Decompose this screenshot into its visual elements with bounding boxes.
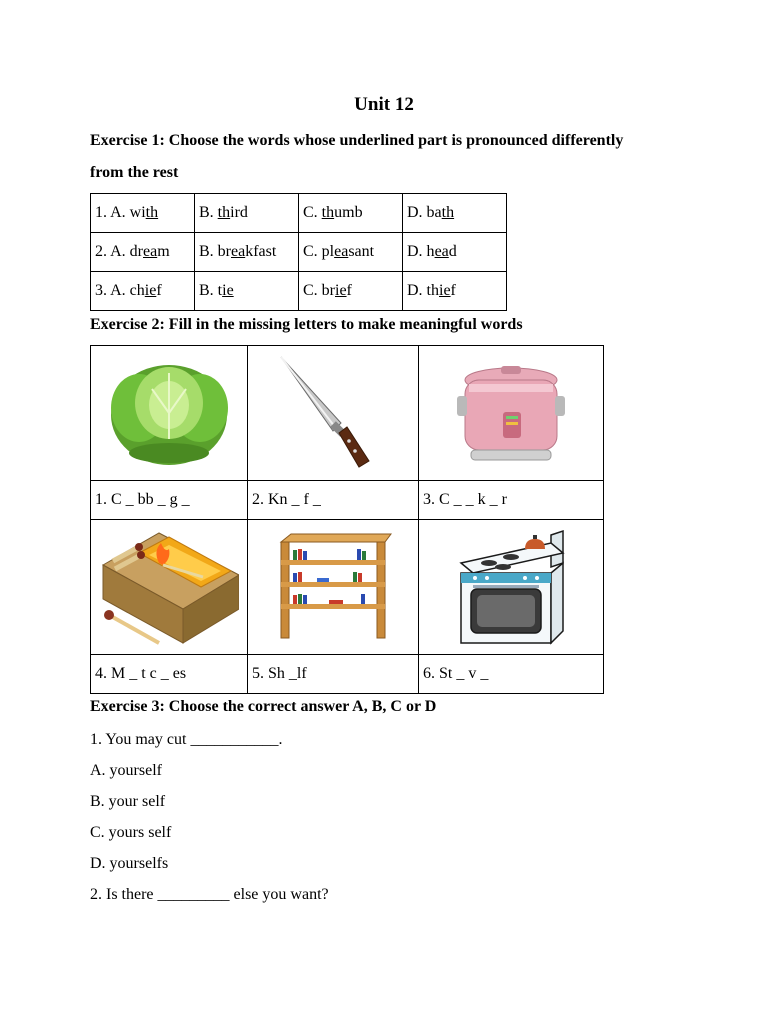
option-a: A. yourself <box>90 762 162 779</box>
shelf-image <box>273 532 393 642</box>
underlined-part: ie <box>335 282 347 299</box>
image-row <box>91 346 604 481</box>
exercise1-row <box>91 194 507 233</box>
question-1: 1. You may cut ___________. <box>90 731 283 748</box>
matches-cell <box>91 520 248 655</box>
exercise1-option-cell <box>403 194 507 233</box>
option-text: sant <box>348 243 375 260</box>
exercise1-table <box>90 193 507 311</box>
underlined-part: ie <box>144 282 157 299</box>
option-text: m <box>157 243 170 260</box>
matches-image <box>99 525 239 649</box>
option-text: umb <box>334 204 363 221</box>
label-row-1 <box>91 481 604 520</box>
exercise1-option-cell <box>91 194 195 233</box>
stove-image <box>451 527 571 647</box>
option-text: D. ba <box>407 204 442 221</box>
cabbage-cell <box>91 346 248 481</box>
exercise1-option-cell <box>195 194 299 233</box>
exercise1-option-cell <box>403 272 507 311</box>
exercise1-row <box>91 233 507 272</box>
option-text: f <box>450 282 456 299</box>
shelf-cell <box>248 520 419 655</box>
underlined-part: th <box>145 204 159 221</box>
underlined-part: th <box>441 204 455 221</box>
option-text: ird <box>230 204 248 221</box>
exercise2-heading: Exercise 2: Fill in the missing letters to make meaningful words <box>90 316 523 333</box>
exercise1-option-cell <box>299 272 403 311</box>
exercise1-heading-line1: Exercise 1: Choose the words whose underlined part is pronounced differently <box>90 132 624 149</box>
exercise1-option-cell <box>195 272 299 311</box>
exercise1-option-cell <box>91 272 195 311</box>
word-label-3: 3. C _ _ k _ r <box>419 481 604 520</box>
underlined-part: ea <box>143 243 158 260</box>
exercise1-option-cell <box>299 194 403 233</box>
option-c: C. yours self <box>90 824 172 841</box>
exercise2-table <box>90 345 604 694</box>
label-row-2 <box>91 655 604 694</box>
option-text: 3. A. ch <box>95 282 145 299</box>
page-title: Unit 12 <box>354 94 414 115</box>
exercise1-option-cell <box>91 233 195 272</box>
option-text: B. <box>199 204 218 221</box>
knife-image <box>273 351 393 475</box>
word-label-5: 5. Sh _lf <box>248 655 419 694</box>
exercise3-heading: Exercise 3: Choose the correct answer A, B, C or D <box>90 698 437 715</box>
exercise1-option-cell <box>299 233 403 272</box>
option-text: f <box>346 282 352 299</box>
rice-cooker-cell <box>419 346 604 481</box>
underlined-part: th <box>321 204 335 221</box>
cabbage-image <box>104 353 234 473</box>
option-text: d <box>448 243 457 260</box>
option-text: C. <box>303 204 322 221</box>
rice-cooker-image <box>451 358 571 468</box>
word-label-1: 1. C _ bb _ g _ <box>91 481 248 520</box>
underlined-part: th <box>217 204 231 221</box>
exercise1-row <box>91 272 507 311</box>
exercise1-option-cell <box>195 233 299 272</box>
exercise1-heading-line2: from the rest <box>90 164 179 181</box>
underlined-part: ea <box>334 243 349 260</box>
option-text: D. th <box>407 282 439 299</box>
underlined-part: ea <box>231 243 246 260</box>
option-text: C. br <box>303 282 335 299</box>
image-row-2 <box>91 520 604 655</box>
stove-cell <box>419 520 604 655</box>
option-text: f <box>156 282 162 299</box>
underlined-part: ie <box>439 282 451 299</box>
word-label-6: 6. St _ v _ <box>419 655 604 694</box>
question-2: 2. Is there _________ else you want? <box>90 886 329 903</box>
option-text: 1. A. wi <box>95 204 146 221</box>
option-text: kfast <box>245 243 277 260</box>
option-text: B. br <box>199 243 231 260</box>
underlined-part: ea <box>434 243 449 260</box>
option-text: C. pl <box>303 243 335 260</box>
option-text: B. t <box>199 282 223 299</box>
knife-cell <box>248 346 419 481</box>
word-label-4: 4. M _ t c _ es <box>91 655 248 694</box>
option-text: D. h <box>407 243 435 260</box>
option-b: B. your self <box>90 793 166 810</box>
underlined-part: ie <box>222 282 234 299</box>
option-d: D. yourselfs <box>90 855 169 872</box>
option-text: 2. A. dr <box>95 243 143 260</box>
word-label-2: 2. Kn _ f _ <box>248 481 419 520</box>
exercise1-option-cell <box>403 233 507 272</box>
